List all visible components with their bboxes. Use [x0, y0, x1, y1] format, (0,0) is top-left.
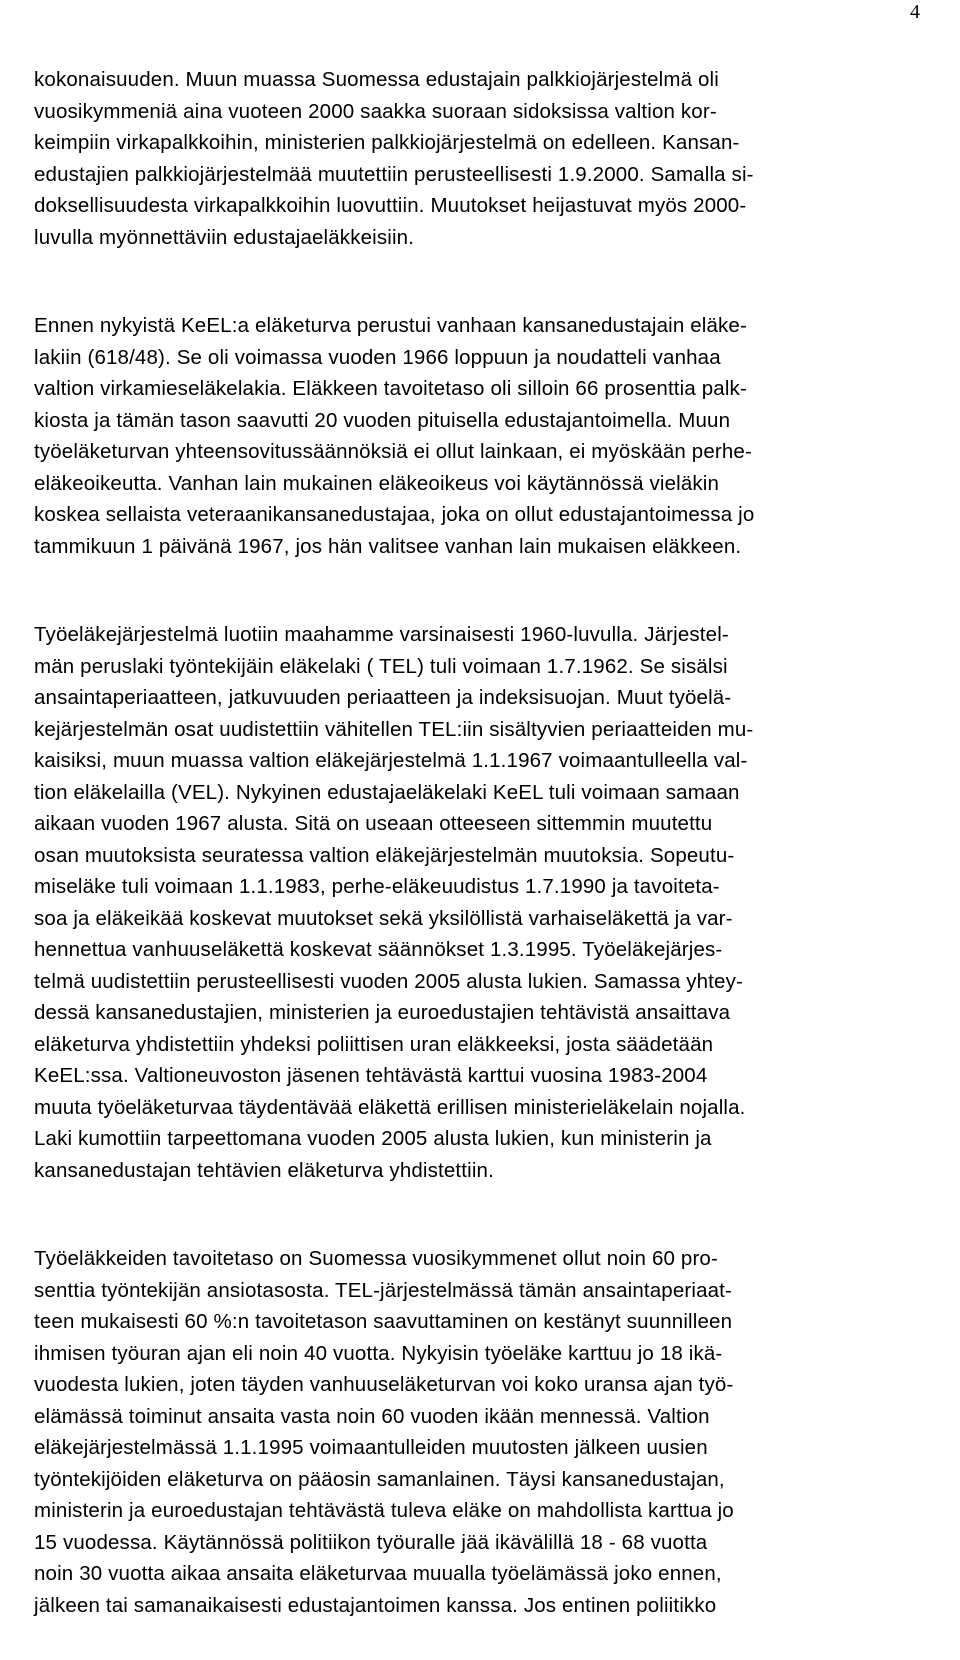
text-line: osan muutoksista seuratessa valtion eläkejärjestelmän muutoksia. Sopeutu- [34, 843, 735, 867]
text-line: dessä kansanedustajien, ministerien ja euroedustajien tehtävistä ansaittava [34, 1001, 731, 1024]
text-line: kokonaisuuden. Muun muassa Suomessa edustajain palkkiojärjestelmä oli [34, 68, 719, 91]
text-line: kaisiksi, muun muassa valtion eläkejärjestelmä 1.1.1967 voimaantulleella val- [34, 749, 748, 772]
text-line: tammikuun 1 päivänä 1967, jos hän valitsee vanhan lain mukaisen eläkkeen. [34, 534, 742, 558]
text-line: luvulla myönnettäviin edustajaeläkkeisiin. [34, 225, 415, 249]
paragraph [34, 1243, 914, 1621]
text-line: koskea sellaista veteraanikansanedustajaa, joka on ollut edustajantoimessa jo [34, 503, 755, 526]
text-line: 15 vuodessa. Käytännössä politiikon työuralle jää ikävälillä 18 - 68 vuotta [34, 1530, 708, 1554]
text-line: noin 30 vuotta aikaa ansaita eläketurvaa muualla työelämässä joko ennen, [34, 1562, 722, 1585]
text-line: jälkeen tai samanaikaisesti edustajantoimen kanssa. Jos entinen poliitikko [34, 1593, 717, 1617]
text-line: KeEL:ssa. Valtioneuvoston jäsenen tehtävästä karttui vuosina 1983-2004 [34, 1064, 708, 1087]
text-line: vuodesta lukien, joten täyden vanhuuseläketurvan voi koko uransa ajan työ- [34, 1373, 734, 1396]
paragraph [34, 310, 914, 562]
text-line: edustajien palkkiojärjestelmää muutettiin perusteellisesti 1.9.2000. Samalla si- [34, 162, 754, 186]
text-line: hennettua vanhuuseläkettä koskevat säännökset 1.3.1995. Työeläkejärjes- [34, 938, 723, 961]
document-body [34, 64, 914, 1621]
text-line: ansaintaperiaatteen, jatkuvuuden periaatteen ja indeksisuojan. Muut työelä- [34, 686, 732, 709]
text-line: eläkejärjestelmässä 1.1.1995 voimaantulleiden muutosten jälkeen uusien [34, 1436, 708, 1459]
text-line: kansanedustajan tehtävien eläketurva yhdistettiin. [34, 1158, 494, 1182]
text-line: Laki kumottiin tarpeettomana vuoden 2005 alusta lukien, kun ministerin ja [34, 1127, 712, 1150]
text-line: kejärjestelmän osat uudistettiin vähitellen TEL:iin sisältyvien periaatteiden mu- [34, 717, 754, 741]
paragraph [34, 64, 914, 253]
text-line: kiosta ja tämän tason saavutti 20 vuoden pituisella edustajantoimella. Muun [34, 408, 731, 432]
text-line: teen mukaisesti 60 %:n tavoitetason saavuttaminen on kestänyt suunnilleen [34, 1310, 733, 1333]
text-line: tion eläkelailla (VEL). Nykyinen edustajaeläkelaki KeEL tuli voimaan samaan [34, 780, 740, 804]
text-line: Ennen nykyistä KeEL:a eläketurva perustui vanhaan kansanedustajain eläke- [34, 314, 747, 337]
text-line: ministerin ja euroedustajan tehtävästä tuleva eläke on mahdollista karttua jo [34, 1499, 734, 1522]
text-line: Työeläkkeiden tavoitetaso on Suomessa vuosikymmenet ollut noin 60 pro- [34, 1247, 718, 1270]
text-line: aikaan vuoden 1967 alusta. Sitä on useaan otteeseen sittemmin muutettu [34, 812, 713, 835]
text-line: elämässä toiminut ansaita vasta noin 60 vuoden ikään mennessä. Valtion [34, 1404, 710, 1428]
text-line: doksellisuudesta virkapalkkoihin luovuttiin. Muutokset heijastuvat myös 2000- [34, 194, 747, 217]
text-line: eläketurva yhdistettiin yhdeksi poliittisen uran eläkkeeksi, josta säädetään [34, 1032, 714, 1056]
text-line: soa ja eläkeikää koskevat muutokset sekä yksilöllistä varhaiseläkettä ja var- [34, 906, 733, 930]
text-line: Työeläkejärjestelmä luotiin maahamme varsinaisesti 1960-luvulla. Järjestel- [34, 623, 729, 646]
text-line: vuosikymmeniä aina vuoteen 2000 saakka suoraan sidoksissa valtion kor- [34, 99, 717, 123]
text-line: telmä uudistettiin perusteellisesti vuoden 2005 alusta lukien. Samassa yhtey- [34, 969, 743, 993]
page-number: 4 [910, 1, 920, 23]
text-line: valtion virkamieseläkelakia. Eläkkeen tavoitetaso oli silloin 66 prosenttia palk- [34, 377, 747, 400]
text-line: muuta työeläketurvaa täydentävää eläkettä erillisen ministerieläkelain nojalla. [34, 1095, 746, 1119]
paragraph [34, 619, 914, 1186]
text-line: senttia työntekijän ansiotasosta. TEL-järjestelmässä tämän ansaintaperiaat- [34, 1278, 732, 1302]
text-line: työntekijöiden eläketurva on pääosin samanlainen. Täysi kansanedustajan, [34, 1467, 725, 1491]
text-line: män peruslaki työntekijäin eläkelaki ( TEL) tuli voimaan 1.7.1962. Se sisälsi [34, 654, 728, 678]
text-line: työeläketurvan yhteensovitussäännöksiä ei ollut lainkaan, ei myöskään perhe- [34, 440, 752, 463]
text-line: ihmisen työuran ajan eli noin 40 vuotta. Nykyisin työeläke karttuu jo 18 ikä- [34, 1341, 723, 1365]
text-line: eläkeoikeutta. Vanhan lain mukainen eläkeoikeus voi käytännössä vieläkin [34, 471, 720, 495]
text-line: keimpiin virkapalkkoihin, ministerien palkkiojärjestelmä on edelleen. Kansan- [34, 131, 740, 154]
text-line: miseläke tuli voimaan 1.1.1983, perhe-eläkeuudistus 1.7.1990 ja tavoiteta- [34, 875, 720, 898]
text-line: lakiin (618/48). Se oli voimassa vuoden 1966 loppuun ja noudatteli vanhaa [34, 345, 721, 369]
